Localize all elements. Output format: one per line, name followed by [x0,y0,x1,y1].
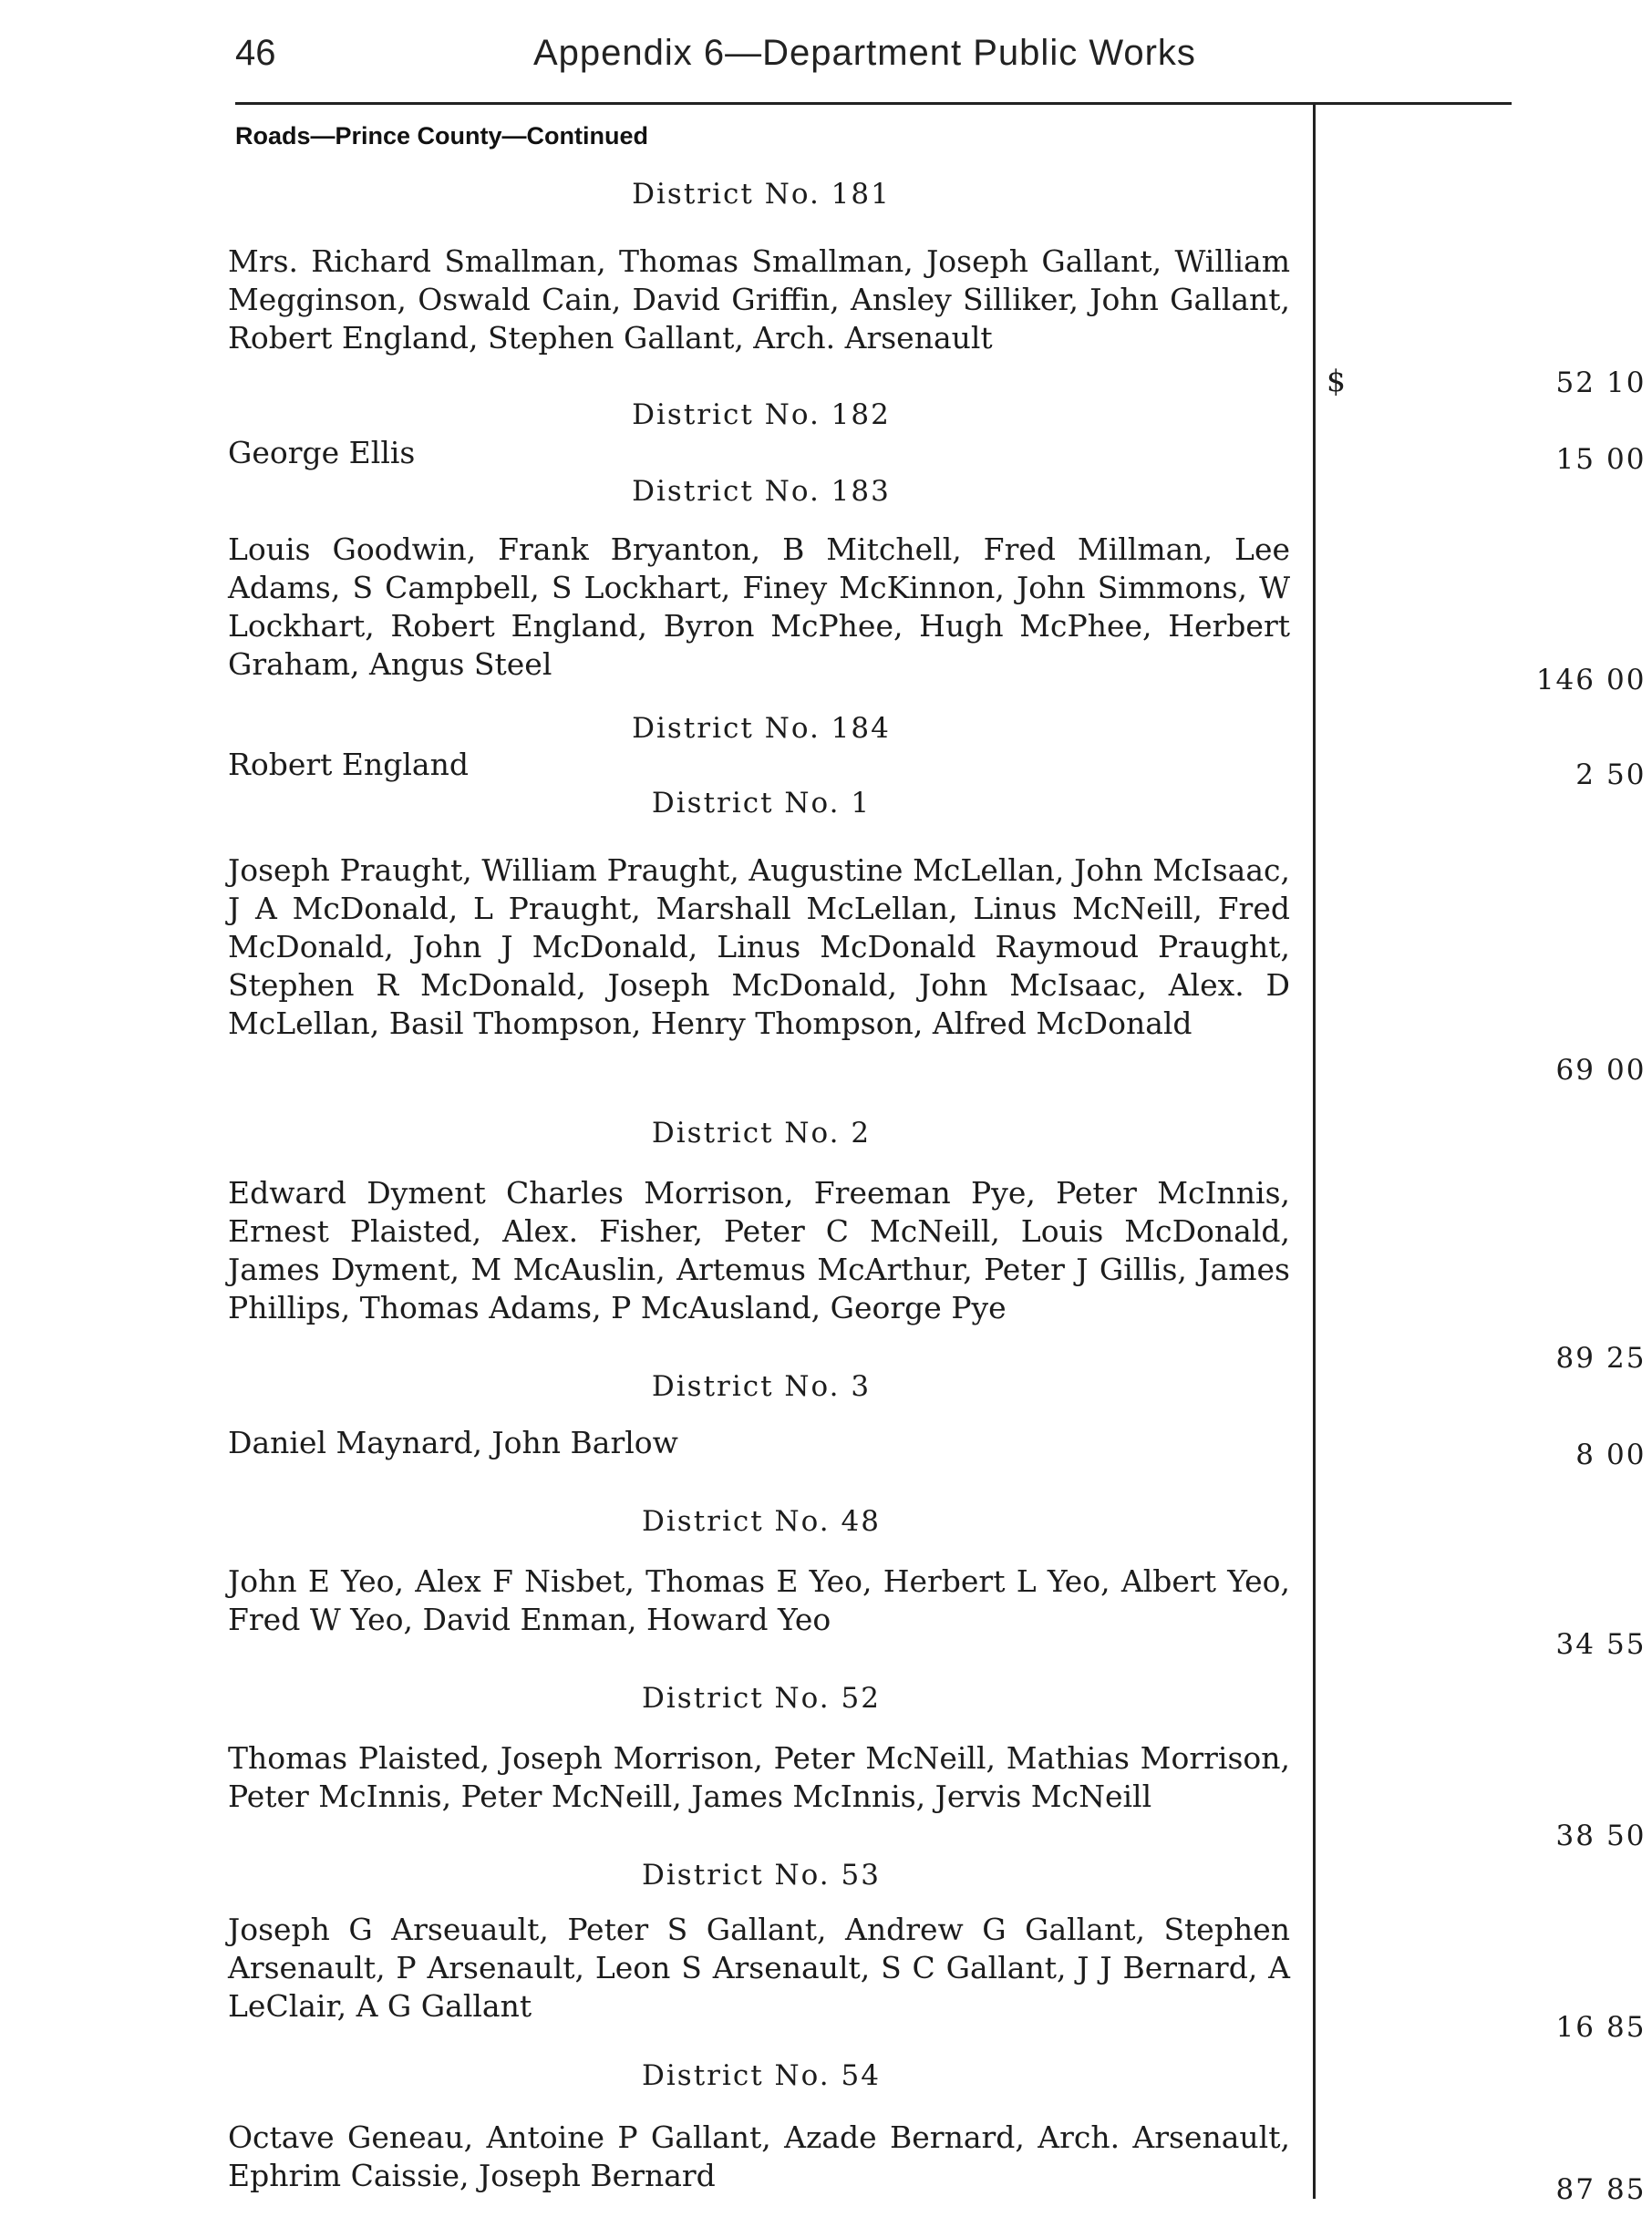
amount-cents: 00 [1606,1054,1647,1087]
amount-dollars: 2 [1575,758,1595,791]
amount-dollars: 16 [1555,2011,1595,2044]
district-names: Thomas Plaisted, Joseph Morrison, Peter McNeill, Mathias Morrison, Peter McInnis, Peter McNeill, James McInnis, Jervis McNeill [228,1740,1290,1814]
district-heading: District No. 48 [642,1505,881,1538]
amount-dollars: 69 [1555,1054,1595,1087]
running-head: Appendix 6—Department Public Works [533,33,1196,73]
amount-cents: 00 [1606,1438,1647,1471]
district-names: Robert England [228,747,469,782]
amount-dollars: 38 [1555,1820,1595,1852]
currency-symbol: $ [1327,363,1346,398]
district-heading: District No. 181 [632,178,891,211]
district-heading: District No. 182 [632,398,891,431]
amount-dollars: 34 [1555,1628,1595,1661]
district-heading: District No. 184 [632,712,891,745]
district-names: Joseph G Arseuault, Peter S Gallant, Andrew G Gallant, Stephen Arsenault, P Arsenault, Leon S Arsenault, S C Gallant, J J Bernard, A LeClair, A G Gallant [228,1912,1290,2024]
district-heading: District No. 3 [651,1370,872,1403]
district-names: Louis Goodwin, Frank Bryanton, B Mitchell, Fred Millman, Lee Adams, S Campbell, S Lockhart, Finey McKinnon, John Simmons, W Lockhart, Robert England, Byron McPhee, Hugh McPhee, Herbert Graham, Angus Steel [228,531,1290,682]
district-names: Daniel Maynard, John Barlow [228,1425,678,1460]
amount-cents: 00 [1606,664,1647,696]
amount-dollars: 8 [1575,1438,1595,1471]
amount-dollars: 146 [1535,664,1595,696]
district-names: Octave Geneau, Antoine P Gallant, Azade Bernard, Arch. Arsenault, Ephrim Caissie, Joseph Bernard [228,2119,1290,2193]
district-names: Edward Dyment Charles Morrison, Freeman Pye, Peter McInnis, Ernest Plaisted, Alex. Fisher, Peter C McNeill, Louis McDonald, James Dyment, M McAuslin, Artemus McArthur, Peter J Gillis, James Phillips, Thomas Adams, P McAusland, George Pye [228,1175,1290,1325]
district-heading: District No. 53 [642,1859,881,1892]
amount-cents: 25 [1606,1342,1647,1375]
amount-dollars: 15 [1555,443,1595,476]
amount-cents: 85 [1606,2173,1647,2206]
amount-cents: 00 [1606,443,1647,476]
district-heading: District No. 54 [642,2059,881,2092]
amount-cents: 85 [1606,2011,1647,2044]
district-names: George Ellis [228,435,416,470]
district-names: Mrs. Richard Smallman, Thomas Smallman, Joseph Gallant, William Megginson, Oswald Cain, David Griffin, Ansley Silliker, John Gallant, Robert England, Stephen Gallant, Arch. Arsenault [228,243,1290,356]
district-heading: District No. 52 [642,1682,881,1715]
district-heading: District No. 183 [632,475,891,508]
district-heading: District No. 1 [651,787,872,820]
header-rule [235,102,1512,105]
amount-dollars: 52 [1555,366,1595,399]
section-title: Roads—Prince County—Continued [235,122,649,150]
amount-cents: 50 [1606,1820,1647,1852]
district-names: John E Yeo, Alex F Nisbet, Thomas E Yeo, Herbert L Yeo, Albert Yeo, Fred W Yeo, David Enman, Howard Yeo [228,1563,1290,1637]
amount-dollars: 87 [1555,2173,1595,2206]
district-names: Joseph Praught, William Praught, Augustine McLellan, John McIsaac, J A McDonald, L Praught, Marshall McLellan, Linus McNeill, Fred McDonald, John J McDonald, Linus McDonald Raymoud Praught, Stephen R McDonald, Joseph McDonald, John McIsaac, Alex. D McLellan, Basil Thompson, Henry Thompson, Alfred McDonald [228,852,1290,1041]
district-heading: District No. 2 [651,1117,872,1150]
amount-cents: 10 [1606,366,1647,399]
amount-dollars: 89 [1555,1342,1595,1375]
amount-cents: 55 [1606,1628,1647,1661]
page-number: 46 [235,33,276,73]
amount-column-rule [1313,102,1316,2199]
amount-cents: 50 [1606,758,1647,791]
